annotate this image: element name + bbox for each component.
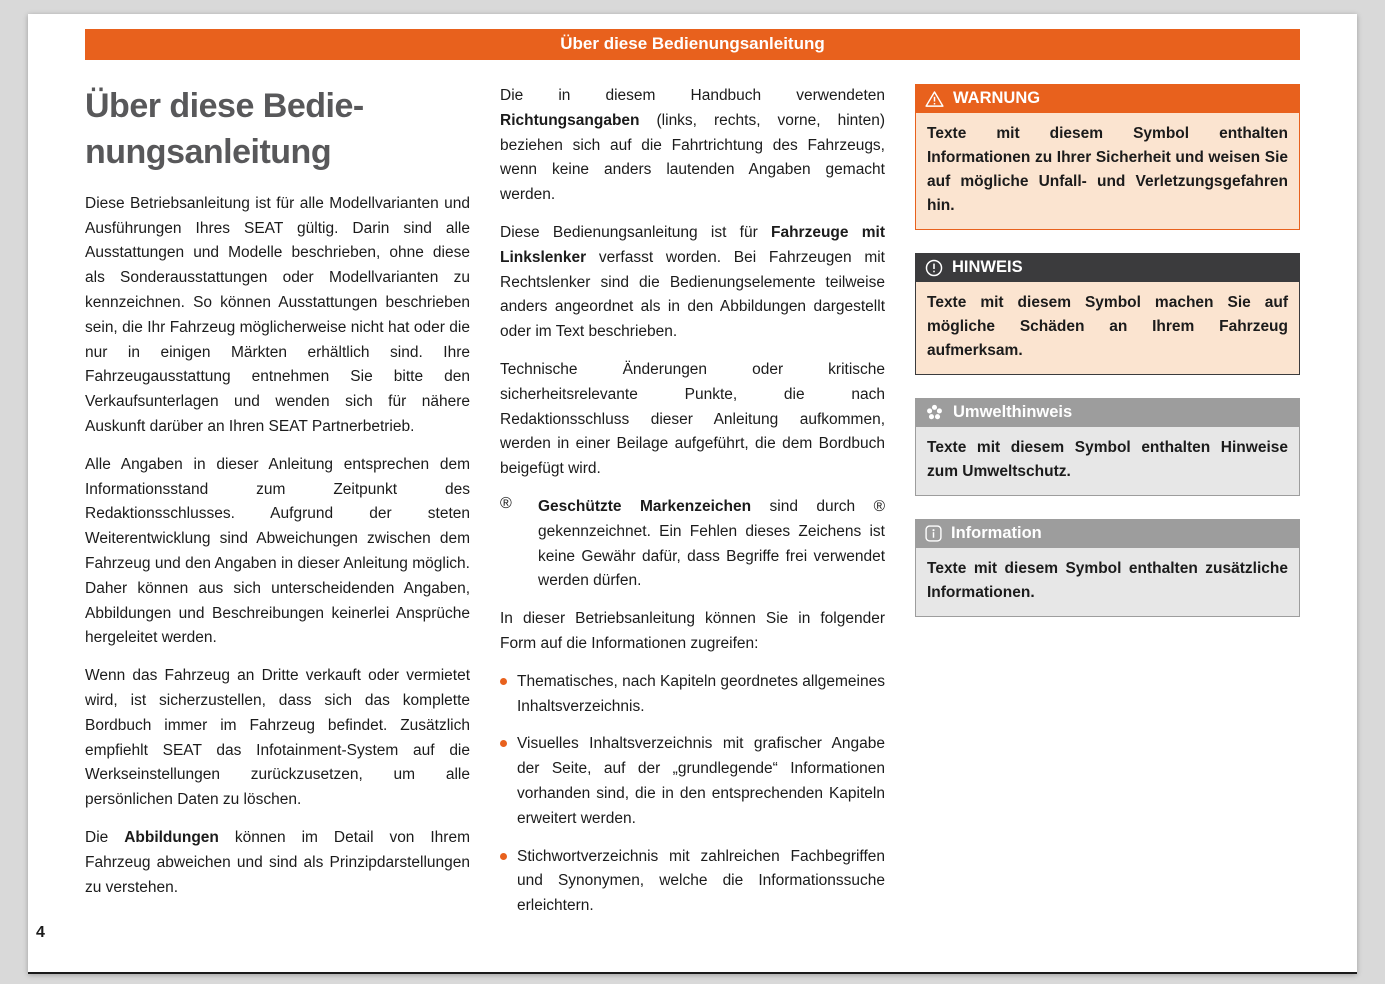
- trademark-note: [500, 495, 885, 594]
- list-item-toc: Thematisches, nach Kapiteln geordnetes allgemeines Inhaltsverzeichnis.: [500, 670, 885, 720]
- notice-box-title: HINWEIS: [952, 258, 1023, 277]
- environment-box-text: Texte mit diesem Symbol enthalten Hinweise zum Umweltschutz.: [915, 427, 1300, 496]
- information-box-title: Information: [951, 524, 1042, 543]
- paragraph-resale: Wenn das Fahrzeug an Dritte verkauft oder vermietet wird, ist sicherzustellen, dass sich das komplette Bordbuch immer im Fahrzeug befindet. Zusätzlich empfiehlt SEAT das Infotainment-System auf die Werkseinstellungen zurückzusetzen, um alle persönlichen Daten zu löschen.: [85, 667, 470, 809]
- page-bottom-rule: [28, 972, 1357, 974]
- manual-page: [28, 14, 1357, 974]
- exclamation-circle-icon: [925, 259, 943, 277]
- notice-box-header: [915, 253, 1300, 282]
- warning-box-text: Texte mit diesem Symbol enthalten Informationen zu Ihrer Sicherheit und weisen Sie auf mögliche Unfall- und Verletzungsgefahren hin.: [915, 113, 1300, 230]
- paragraph-technical-changes: Technische Änderungen oder kritische sicherheitsrelevante Punkte, die nach Redaktionsschluss dieser Anleitung aufkommen, werden in einer Beilage aufgeführt, die dem Bordbuch beigefügt wird.: [500, 360, 885, 478]
- warning-box-header: [915, 84, 1300, 113]
- paragraph-left-hand-drive: Diese Bedienungsanleitung ist für Fahrzeuge mit Linkslenker verfasst worden. Bei Fahrzeugen mit Rechtslenker sind die Bedienungselemente teilweise anders angeordnet als in den Abbildungen dargestellt oder im Text beschrieben.: [500, 223, 885, 341]
- callouts-column: [915, 84, 1300, 932]
- page-title: [85, 84, 470, 176]
- paragraph-validity: Diese Betriebsanleitung ist für alle Modellvarianten und Ausführungen Ihres SEAT gültig. Darin sind alle Ausstattungen und Modelle beschrieben, ohne diese als Sonderausstattungen oder Modellvarianten zu kennzeichnen. So können Ausstattungen beschrieben sein, die Ihr Fahrzeug möglicherweise nicht hat oder die nur in einigen Märkten erhältlich sind. Ihre Fahrzeugausstattung entnehmen Sie bitte den Verkaufsunterlagen und wenden sich für nähere Auskunft darüber an Ihren SEAT Partnerbetrieb.: [85, 194, 470, 435]
- warning-box: [915, 84, 1300, 230]
- chapter-header-bar: Über diese Bedienungsanleitung: [85, 29, 1300, 60]
- notice-box-text: Texte mit diesem Symbol machen Sie auf mögliche Schäden an Ihrem Fahrzeug aufmerksam.: [915, 282, 1300, 375]
- notice-box: [915, 253, 1300, 375]
- warning-triangle-icon: [925, 90, 944, 108]
- paragraph-illustrations: Die Abbildungen können im Detail von Ihrem Fahrzeug abweichen und sind als Prinzipdarstellungen zu verstehen.: [85, 828, 470, 896]
- content-columns: [85, 84, 1300, 932]
- paragraph-editorial-deadline: Alle Angaben in dieser Anleitung entsprechen dem Informationsstand zum Zeitpunkt des Redaktionsschlusses. Aufgrund der steten Weiterentwicklung sind Abweichungen zwischen dem Fahrzeug und den Angaben in dieser Anleitung möglich. Daher können aus sich unterscheidenden Angaben, Abbildungen und Beschreibungen keinerlei Ansprüche hergeleitet werden.: [85, 455, 470, 647]
- environment-box-title: Umwelthinweis: [953, 403, 1073, 422]
- environment-box-header: [915, 398, 1300, 427]
- info-icon: [925, 525, 942, 542]
- information-box-text: Texte mit diesem Symbol enthalten zusätzliche Informationen.: [915, 548, 1300, 617]
- page-number: 4: [36, 924, 45, 941]
- middle-column: [500, 84, 885, 932]
- page-title-line-2: nungsanleitung: [85, 132, 332, 171]
- paragraph-directions: Die in diesem Handbuch verwendeten Richtungsangaben (links, rechts, vorne, hinten) beziehen sich auf die Fahrtrichtung des Fahrzeugs, wenn keine anders lautenden Angaben gemacht werden.: [500, 87, 885, 204]
- flower-icon: [925, 403, 944, 422]
- access-methods-list: [500, 670, 885, 919]
- paragraph-access-intro: In dieser Betriebsanleitung können Sie in folgender Form auf die Informationen zugreifen:: [500, 610, 885, 652]
- information-box-header: [915, 519, 1300, 548]
- page-title-line-1: Über diese Bedie-: [85, 87, 364, 125]
- list-item-visual-toc: Visuelles Inhaltsverzeichnis mit grafischer Angabe der Seite, auf der „grundlegende“ Informationen vorhanden sind, die in den entsprechenden Kapiteln erweitert werden.: [500, 732, 885, 831]
- environment-box: [915, 398, 1300, 496]
- left-column: [85, 84, 470, 932]
- list-item-index: Stichwortverzeichnis mit zahlreichen Fachbegriffen und Synonymen, welche die Informationssuche erleichtern.: [500, 845, 885, 919]
- registered-trademark-icon: ®: [500, 494, 512, 512]
- trademark-note-text: Geschützte Markenzeichen sind durch ® gekennzeichnet. Ein Fehlen dieses Zeichens ist keine Gewähr dafür, dass Begriffe frei verwendet werden dürfen.: [538, 497, 886, 590]
- warning-box-title: WARNUNG: [953, 89, 1041, 107]
- information-box: [915, 519, 1300, 617]
